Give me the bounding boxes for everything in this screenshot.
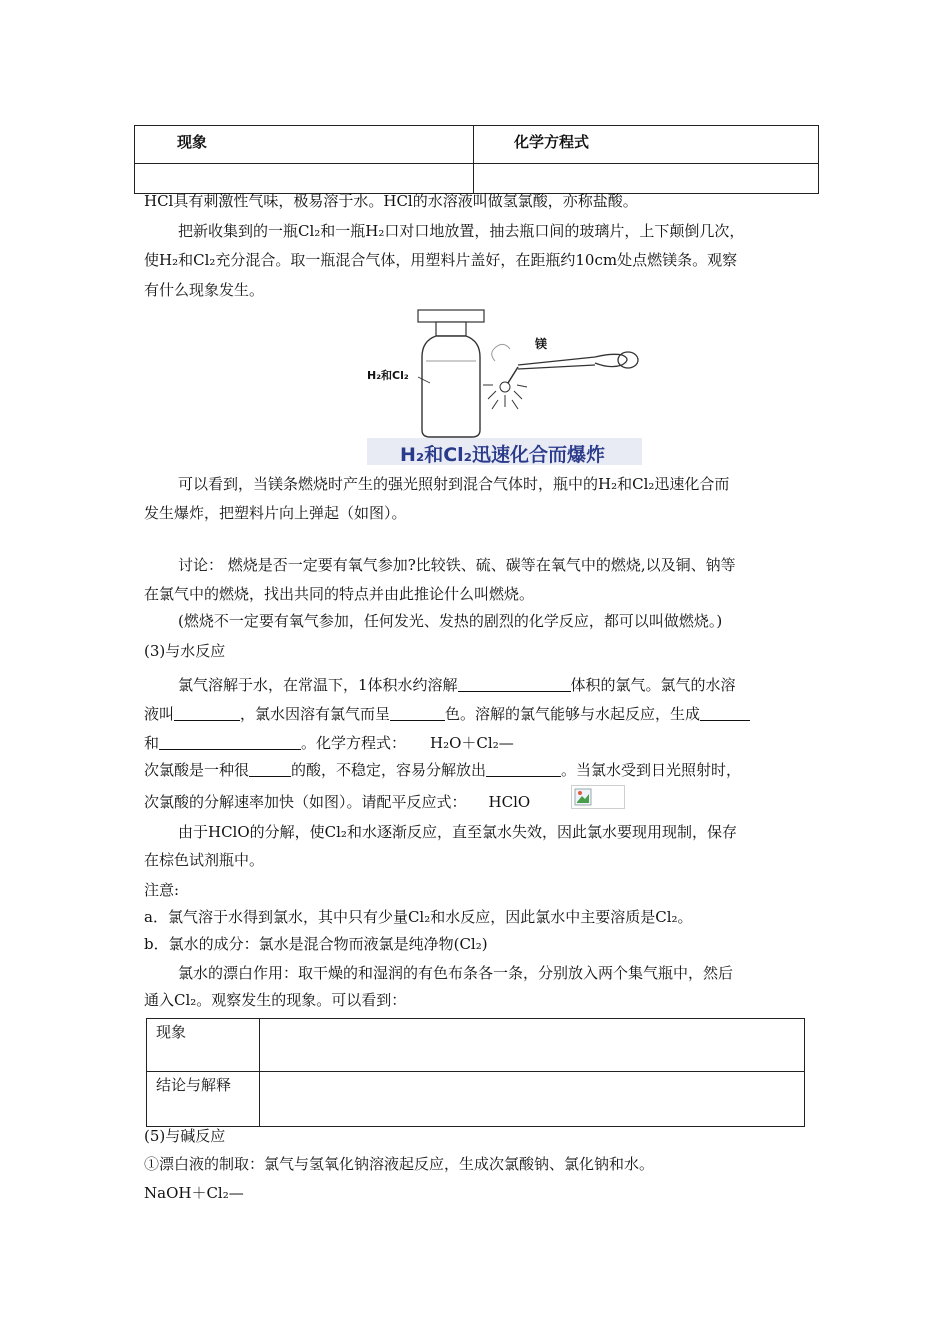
bleaching-line-1: 氯水的漂白作用：取干燥的和湿润的有色布条各一条，分别放入两个集气瓶中，然后 <box>178 964 734 982</box>
water-text: 次氯酸的分解速率加快（如图）。请配平反应式： <box>144 793 467 811</box>
fill-blank[interactable] <box>486 761 561 777</box>
figure-caption: H₂和Cl₂迅速化合而爆炸 <box>400 444 606 466</box>
table-cell-empty <box>474 164 819 194</box>
header-phenomenon: 现象 <box>177 133 208 151</box>
paragraph-observation-1: 可以看到，当镁条燃烧时产生的强光照射到混合气体时，瓶中的H₂和Cl₂迅速化合而 <box>178 475 730 493</box>
table-header-cell <box>474 126 819 164</box>
fill-blank[interactable] <box>390 705 445 721</box>
table-row-label-cell <box>147 1019 260 1072</box>
fill-blank[interactable] <box>458 676 571 692</box>
water-text: 。化学方程式： <box>301 734 407 752</box>
water-text: 氯气溶解于水，在常温下，1体积水约溶解 <box>178 676 458 694</box>
image-placeholder-icon <box>574 788 592 806</box>
water-equation: H₂O＋Cl₂— <box>430 734 514 752</box>
water-text: 的酸，不稳定，容易分解放出 <box>291 761 487 779</box>
paragraph-experiment-3: 有什么现象发生。 <box>144 281 265 299</box>
water-line-2 <box>144 704 750 724</box>
water-text: 次氯酸是一种很 <box>144 761 250 779</box>
row-label-phenomenon: 现象 <box>156 1023 187 1041</box>
naoh-equation: NaOH＋Cl₂— <box>144 1184 244 1202</box>
hclo-equation: HClO <box>488 793 531 811</box>
fill-blank[interactable] <box>700 705 750 721</box>
water-text: 。当氯水受到日光照射时， <box>561 761 742 779</box>
bottle-label: H₂和Cl₂ <box>367 369 409 382</box>
discussion-line-2: 在氯气中的燃烧，找出共同的特点并由此推论什么叫燃烧。 <box>144 585 535 603</box>
discussion-answer: (燃烧不一定要有氧气参加，任何发光、发热的剧烈的化学反应，都可以叫做燃烧。) <box>178 612 723 630</box>
paragraph-observation-2: 发生爆炸，把塑料片向上弹起（如图）。 <box>144 504 407 522</box>
observation-table <box>146 1018 805 1127</box>
water-line-1 <box>178 675 736 695</box>
section-5-title: (5)与碱反应 <box>144 1127 226 1145</box>
water-line-5 <box>144 792 530 812</box>
water-text: 色。溶解的氯气能够与水起反应，生成 <box>445 705 701 723</box>
section-5-item-1: ①漂白液的制取：氯气与氢氧化钠溶液起反应，生成次氯酸钠、氯化钠和水。 <box>144 1155 655 1173</box>
table-cell-empty <box>260 1072 805 1127</box>
water-line-3 <box>144 733 514 753</box>
paragraph-hcl: HCl具有刺激性气味，极易溶于水。HCl的水溶液叫做氢氯酸，亦称盐酸。 <box>144 192 638 210</box>
water-text: 和 <box>144 734 160 752</box>
fill-blank[interactable] <box>174 705 240 721</box>
broken-image-icon <box>571 785 625 809</box>
table-row-label-cell <box>147 1072 260 1127</box>
phenomenon-equation-table <box>134 125 819 194</box>
water-text: ，氯水因溶有氯气而呈 <box>240 705 391 723</box>
table-cell-empty <box>135 164 474 194</box>
paragraph-experiment-2: 使H₂和Cl₂充分混合。取一瓶混合气体，用塑料片盖好，在距瓶约10cm处点燃镁条。观察 <box>144 251 738 269</box>
water-line-4 <box>144 760 741 780</box>
discussion-line-1: 讨论： 燃烧是否一定要有氧气参加?比较铁、硫、碳等在氧气中的燃烧,以及铜、钠等 <box>178 556 736 574</box>
fill-blank[interactable] <box>159 734 301 750</box>
magnesium-label: 镁 <box>535 337 548 351</box>
table-header-cell <box>135 126 474 164</box>
water-text: 体积的氯气。氯气的水溶 <box>570 676 736 694</box>
section-3-title: (3)与水反应 <box>144 642 226 660</box>
water-line-6: 由于HClO的分解，使Cl₂和水逐渐反应，直至氯水失效，因此氯水要现用现制，保存 <box>178 823 737 841</box>
bleaching-line-2: 通入Cl₂。观察发生的现象。可以看到： <box>144 991 407 1009</box>
note-title: 注意: <box>144 881 180 899</box>
note-b: b．氯水的成分：氯水是混合物而液氯是纯净物(Cl₂) <box>144 935 488 953</box>
note-a: a．氯气溶于水得到氯水，其中只有少量Cl₂和水反应，因此氯水中主要溶质是Cl₂。 <box>144 908 693 926</box>
fill-blank[interactable] <box>249 761 291 777</box>
paragraph-experiment-1: 把新收集到的一瓶Cl₂和一瓶H₂口对口地放置，抽去瓶口间的玻璃片，上下颠倒几次， <box>178 222 745 240</box>
water-line-7: 在棕色试剂瓶中。 <box>144 851 265 869</box>
table-cell-empty <box>260 1019 805 1072</box>
water-text: 液叫 <box>144 705 175 723</box>
row-label-conclusion: 结论与解释 <box>156 1076 232 1094</box>
header-equation: 化学方程式 <box>514 133 590 151</box>
